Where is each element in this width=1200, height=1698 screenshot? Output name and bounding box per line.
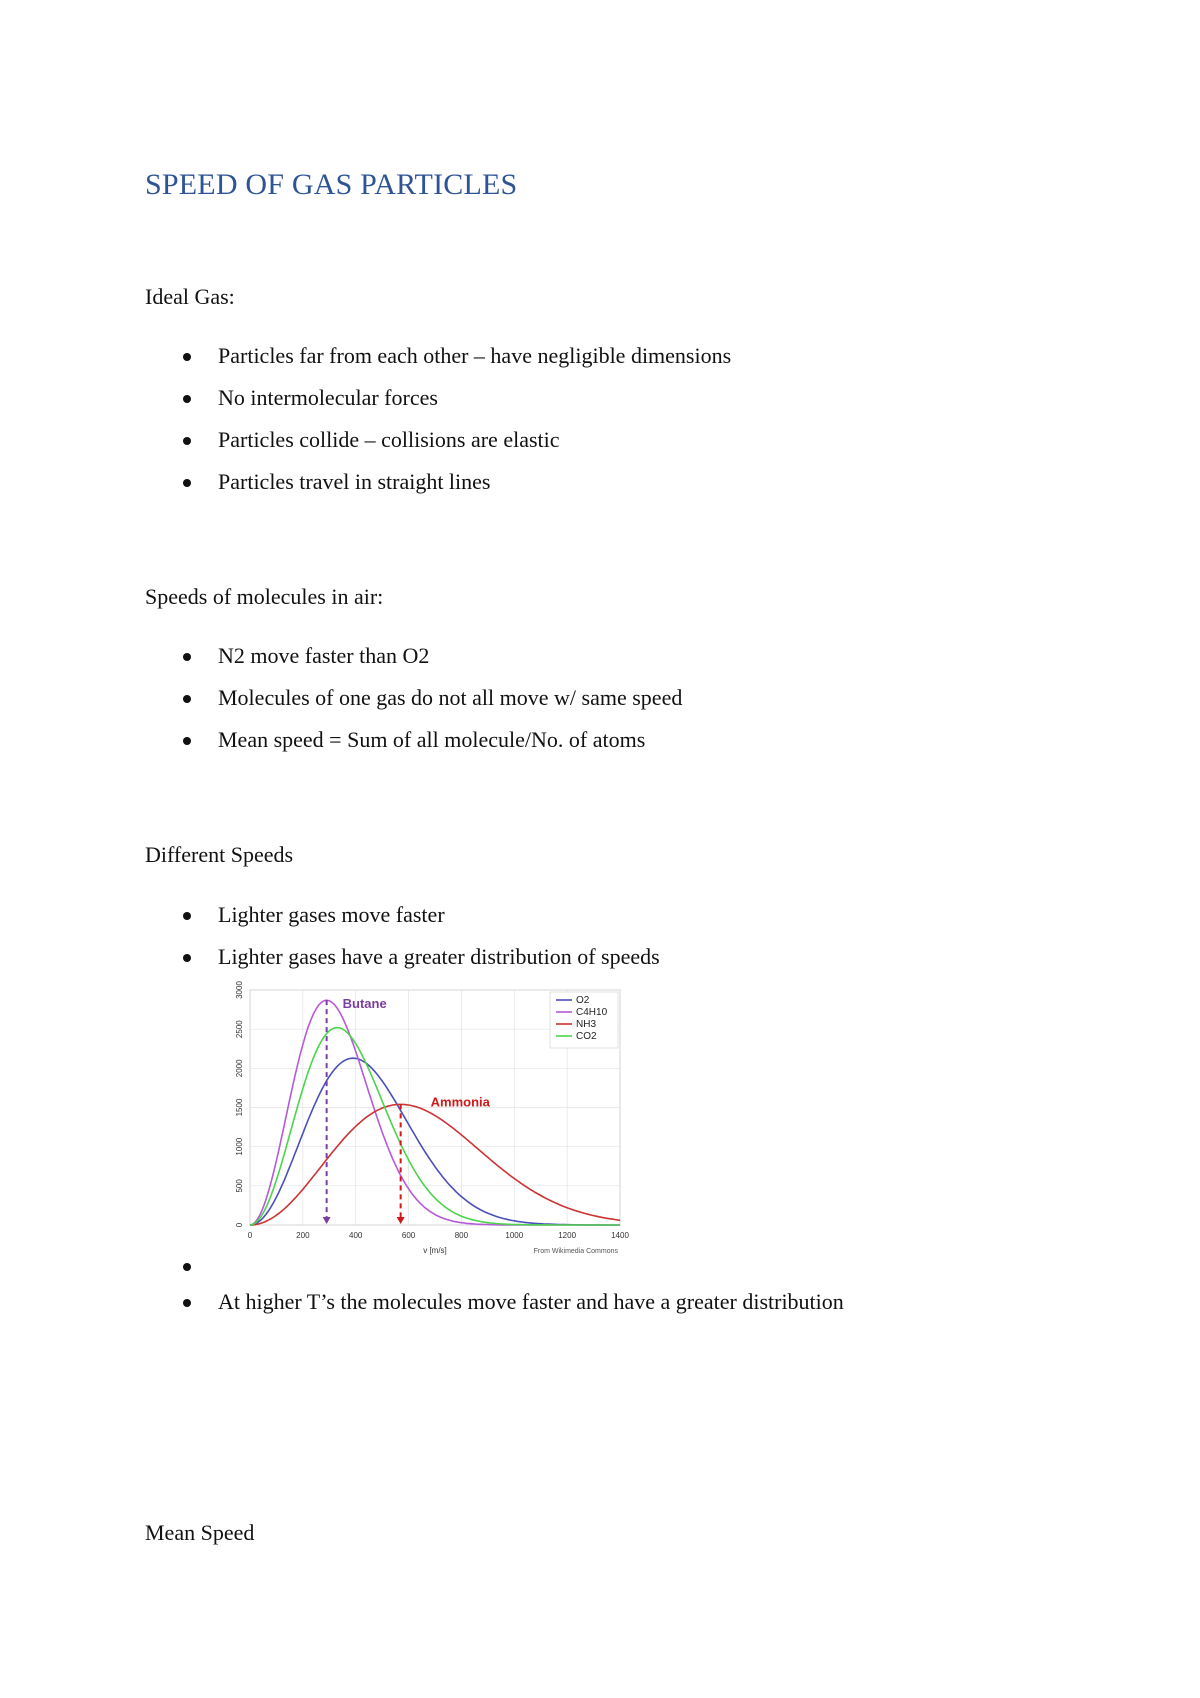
list-item: N2 move faster than O2 — [0, 641, 682, 683]
list-item: Particles far from each other – have negligible dimensions — [0, 341, 731, 383]
speed-distribution-chart — [212, 980, 632, 1270]
y-tick-label: 3000 — [235, 981, 244, 999]
y-tick-label: 1000 — [235, 1137, 244, 1156]
x-tick-label: 800 — [454, 1231, 469, 1240]
legend-entry: CO2 — [576, 1031, 597, 1042]
bullet-list-different-speeds-continued — [0, 1287, 844, 1329]
annotation-label: Ammonia — [430, 1094, 490, 1110]
list-item: Particles collide – collisions are elastic — [0, 425, 731, 467]
section-heading-ideal-gas: Ideal Gas: — [145, 284, 235, 309]
list-item: Molecules of one gas do not all move w/ same speed — [0, 683, 682, 725]
legend-entry: C4H10 — [576, 1007, 608, 1018]
annotation-label: Butane — [342, 996, 387, 1011]
x-tick-label: 200 — [296, 1231, 310, 1240]
y-tick-label: 2500 — [235, 1020, 244, 1039]
bullet-list-different-speeds — [0, 900, 660, 984]
section-heading-different-speeds: Different Speeds — [145, 842, 294, 867]
y-tick-label: 0 — [235, 1222, 244, 1228]
bullet-list-speeds-in-air — [0, 641, 682, 767]
x-tick-label: 400 — [349, 1231, 363, 1240]
page-title: SPEED OF GAS PARTICLES — [145, 168, 518, 201]
list-item: Mean speed = Sum of all molecule/No. of atoms — [0, 725, 682, 767]
legend-entry: NH3 — [576, 1019, 597, 1030]
section-heading-mean-speed: Mean Speed — [145, 1520, 255, 1545]
chart-svg — [212, 980, 632, 1270]
x-axis-label: v [m/s] — [423, 1246, 447, 1255]
bullet-list-ideal-gas — [0, 341, 731, 509]
x-tick-label: 1200 — [558, 1231, 577, 1240]
list-item: Lighter gases have a greater distribution of speeds — [0, 942, 660, 984]
section-heading-speeds-in-air: Speeds of molecules in air: — [145, 584, 384, 609]
x-tick-label: 1400 — [611, 1231, 629, 1240]
x-tick-label: 1000 — [505, 1231, 524, 1240]
legend-entry: O2 — [576, 995, 590, 1006]
x-tick-label: 600 — [401, 1231, 416, 1240]
y-tick-label: 1500 — [235, 1098, 244, 1117]
list-item: No intermolecular forces — [0, 383, 731, 425]
list-item: Lighter gases move faster — [0, 900, 660, 942]
y-tick-label: 500 — [235, 1179, 244, 1193]
list-item: At higher T’s the molecules move faster and have a greater distribution — [0, 1287, 844, 1329]
x-tick-label: 0 — [247, 1231, 253, 1240]
list-item: Particles travel in straight lines — [0, 467, 731, 509]
y-tick-label: 2000 — [235, 1059, 244, 1078]
source-note: From Wikimedia Commons — [533, 1248, 618, 1255]
